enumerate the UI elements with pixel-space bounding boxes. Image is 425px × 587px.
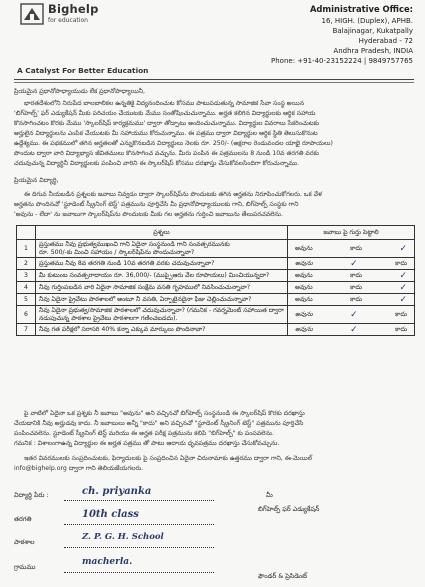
answer-no-option[interactable]: కాదు (395, 310, 407, 318)
question-number: 3 (17, 270, 36, 282)
student-line: 'అవును - లేదా' ను జవాబుగా స్కాలర్‌షిప్‌ను పొందుటకు మీకు గల అర్హతను గుర్తించి జవాబును తేలుపరచవలెను. (14, 211, 283, 218)
intro-line: చదువుచున్న విద్యార్థినీ విద్యార్థులకు పంపించి వారిని ఈ స్కాలర్‌షిప్ కోసము దరఖాస్తు చేసుకోవలసిందిగా కోరుచున్నాము. (14, 160, 300, 167)
question-text (36, 324, 288, 336)
student-name-value[interactable]: ch. priyanka (82, 486, 152, 497)
question-line: నీవు గత పరీక్షలో సరాసరి 40% కన్నా ఎక్కువ మార్కులు పొందినావా? (39, 325, 206, 333)
brand-name: Bighelp (48, 2, 99, 16)
answer-cell (288, 294, 415, 306)
contact-line: ఇతర వివరములకు సంప్రదించుటకు, ఫిర్యాదులకు పై సంప్రదించిన ఏదైనా చిరునామాకు ఉత్తరము ద్వారా గాని, ఈ-మెయిల్ (24, 455, 312, 462)
checkmark-icon: ✓ (399, 270, 407, 281)
table-header-num (17, 226, 36, 240)
village-value[interactable]: macherla. (82, 557, 133, 567)
address-line: Hyderabad - 72 (358, 37, 413, 45)
table-row (17, 306, 415, 324)
table-header-row (17, 226, 415, 240)
table-row (17, 324, 415, 336)
answer-cell (288, 282, 415, 294)
address-line: Balajinagar, Kukatpally (332, 27, 413, 35)
checkmark-icon: ✓ (350, 309, 358, 320)
signatory-role: ఫౌండర్ & ప్రెసిడెంట్ (258, 572, 308, 580)
school-line (64, 547, 214, 548)
office-title: Administrative Office: (309, 4, 413, 14)
bighelp-logo-icon (20, 3, 44, 25)
answer-yes-option[interactable]: అవును (295, 325, 313, 333)
question-number: 1 (17, 240, 36, 258)
question-line: నీవు ఏదైనా ప్రైవేటు పాఠశాలలో అంటూ నీ వసతి, ఏర్పాటైనదైనా ఫీజు చెల్లించుచున్నావా? (39, 295, 252, 303)
answer-no-option[interactable]: కాదు (350, 244, 362, 252)
school-label: పాఠశాల (14, 538, 35, 546)
tagline: A Catalyst For Better Education (17, 66, 149, 75)
intro-line: 'బిగ్‌హెల్ప్' ఫర్ ఎడ్యుకేషన్ మీకు పరిచయం చేయుటకు మేము సంతోషించుచున్నాము. అర్హత కలిగిన విద్యార్థులకు ఆర్థిక సహాయ (14, 110, 316, 117)
intro-line: కొనసాగించటం కొరకు మేము 'స్కాలర్‌షిప్ కార్యక్రమము' ద్వారా తోడ్పాటు అందించుచున్నాము. విద్యార్థుల వివరాలు సేకరించుటకు (14, 120, 319, 127)
question-line: ప్రస్తుతము నీవు ప్రభుత్వముఖంచి గాని ఏదైనా సంస్థనుండి గాని సంవత్సరమునకు (39, 240, 230, 248)
salutation: ప్రియమైన ప్రధానోపాధ్యాయుడు లేక ప్రధానోపాధ్యాయినీ, (14, 88, 145, 95)
answers-header: జవాబు పై గుర్తు పెట్టాలి (288, 226, 415, 240)
answer-no-option[interactable]: కాదు (395, 259, 407, 267)
question-line: నడుపుచున్న పాఠశాల ప్రైవేటు పాఠశాలగా గణించబడదు). (39, 314, 178, 322)
question-text (36, 270, 288, 282)
checkmark-icon: ✓ (399, 243, 407, 254)
question-number: 6 (17, 306, 36, 324)
regards: మీ (266, 491, 273, 499)
question-line: ప్రస్తుతము నీవు 8వ తరగతి నుండి 10వ తరగతి వరకు చదువుచున్నావా? (39, 259, 215, 267)
question-line: నీవు ఏదైనా ప్రభుత్వ/సామాజిక పాఠశాలలో చదువుచున్నావా? (గమనిక - గవర్నమెంట్ సహాయిత ద్వారా (39, 306, 284, 314)
questions-table (16, 225, 415, 336)
question-text (36, 306, 288, 324)
student-salutation: ప్రియమైన విద్యార్థి, (14, 177, 59, 184)
table-row (17, 294, 415, 306)
answer-yes-option[interactable]: అవును (295, 310, 313, 318)
class-label: తరగతి (14, 515, 32, 523)
school-value[interactable]: Z. P. G. H. School (82, 532, 164, 542)
contact-email-line: info@bighelp.org ద్వారా గాని తెలియజేయగలరు. (14, 465, 144, 472)
address-line: Andhra Pradesh, INDIA (333, 47, 413, 55)
question-number: 5 (17, 294, 36, 306)
answer-yes-option[interactable]: అవును (295, 283, 313, 291)
checkmark-icon: ✓ (350, 258, 358, 269)
student-name-label: విద్యార్థి పేరు : (14, 491, 49, 499)
question-number: 2 (17, 258, 36, 270)
answer-yes-option[interactable]: అవును (295, 271, 313, 279)
student-line: అర్హతను పొందినచో 'స్టూడెంట్ స్క్రీనింగ్ టెస్ట్' పత్రమును పూర్తిచేసి మీ ప్రధానోపాధ్యాయులకు గాని, బిగ్‌హెల్ప్ సంస్థకు గాని (14, 201, 299, 208)
answer-no-option[interactable]: కాదు (395, 325, 407, 333)
checkmark-icon: ✓ (350, 324, 358, 335)
answer-yes-option[interactable]: అవును (295, 259, 313, 267)
table-row (17, 258, 415, 270)
table-row (17, 240, 415, 258)
table-row (17, 270, 415, 282)
answer-cell (288, 324, 415, 336)
question-number: 7 (17, 324, 36, 336)
intro-line: పొందుట ద్వారా వారి విద్యాభ్యాస జీవితములు కొనసాగించ వచ్చును. మీరు పంపిన ఈ పత్రములను 8 నుండి 10వ తరగతి వరకు (14, 150, 319, 157)
answer-cell (288, 258, 415, 270)
class-line (64, 524, 214, 525)
village-line (64, 572, 214, 573)
student-line: ఈ దిగువ నీయబడిన ప్రశ్నలకు జవాబు నివ్వడం ద్వారా స్కాలర్‌షిప్‌ను పొందుటకు తగిన అర్హతను నిరూపించుకోగలరు. ఒక వేళ (24, 191, 323, 198)
intro-line: భారతదేశంలోని నిరుపేద బాలబాలికల ఉన్నతికై విద్యనందించుట కోసము పాటుపడుతున్న సామాజిక సేవా సంస్థ అయిన (24, 100, 305, 107)
note-line: గమనిక : విశాలంగాఉన్న విద్యార్థుల ఈ అర్హత పత్రము తో పాటు ఆదాయ ధృవపత్రము దరఖాస్తు చేసుకోవచ్చును. (14, 440, 280, 447)
answer-cell (288, 270, 415, 282)
intro-line: ఉద్దేశ్యము. ఈ పథకములో తగిన అర్హతలతో ఎన్నుకొనబడిన విద్యార్థులు నెలకు రూ. 250/- (అక్షరాల రెండువందల యాభై రూపాయలు) (14, 140, 333, 147)
class-value[interactable]: 10th class (82, 509, 139, 520)
question-text (36, 258, 288, 270)
question-number: 4 (17, 282, 36, 294)
intro-line: అర్హులైన విద్యార్థులను ఎంపిక చేయుటకు మీ సహాయము కోరుచున్నాము. ఈ పత్రము ద్వారా విద్యార్థుల ఆర్థిక స్థితి తెలుసుకొనుట (14, 130, 318, 137)
org-name: బిగ్‌హెల్ప్ ఫర్ ఎడ్యుకేషన్ (258, 505, 320, 513)
answer-yes-option[interactable]: అవును (295, 244, 313, 252)
answer-no-option[interactable]: కాదు (350, 283, 362, 291)
header-divider (14, 79, 414, 80)
closing-line: చేయడానికి నీవు అర్హుడవు కాదు. నీ జవాబులు అన్నీ "కాదు" అని వచ్చినచో "స్టూడెంట్ స్క్రీనింగ్ టెస్ట్" పత్రమును పూర్తిచేసి (14, 420, 304, 427)
answer-cell (288, 240, 415, 258)
phone-line: Phone: +91-40-23152224 | 9849757765 (271, 57, 413, 65)
question-line: మీ కుటుంబ సంవత్సరాదాయం రూ. 36,000/- (ముప్పైఆరు వేల రూపాయలు) మించియున్నదా? (39, 271, 270, 279)
answer-cell (288, 306, 415, 324)
questions-header: ప్రశ్నలు (36, 226, 288, 240)
question-text (36, 282, 288, 294)
answer-no-option[interactable]: కాదు (350, 271, 362, 279)
question-line: రూ. 500/-కు మించి సహాయం / స్కాలర్‌షిప్‌ను పొందుచున్నావా? (39, 248, 195, 256)
question-text (36, 294, 288, 306)
checkmark-icon: ✓ (399, 294, 407, 305)
question-text (36, 240, 288, 258)
checkmark-icon: ✓ (399, 282, 407, 293)
header-divider-thin (14, 82, 414, 83)
closing-line: పై వాటిలో ఏదైనా ఒక ప్రశ్నకు నీ జవాబు "అవును" అని వచ్చినచో బిగ్‌హెల్ప్ సంస్థనుండి ఈ స్కాలర్‌షిప్ కొరకు దరఖాస్తు (24, 410, 305, 417)
table-row (17, 282, 415, 294)
closing-line: పంపించవలెను. స్టూడెంట్ స్క్రీనింగ్ టెస్ట్ మరియు ఈ అర్హత పరీక్ష పత్రమును కలిపి "బిగ్‌హెల్ప్" కు పంపవలెను. (14, 430, 275, 437)
village-label: గ్రామము (14, 563, 36, 571)
question-line: నీవు గుర్తింపబడిన వారి ఏదైనా సామాజిక సంక్షేమ వసతి గృహములో నివసించుచున్నావా? (39, 283, 251, 291)
student-name-line (64, 500, 214, 501)
answer-yes-option[interactable]: అవును (295, 295, 313, 303)
brand-subtitle: for education (48, 17, 88, 24)
answer-no-option[interactable]: కాదు (350, 295, 362, 303)
address-line: 16, HIGH. (Duplex), APHB. (321, 17, 413, 25)
